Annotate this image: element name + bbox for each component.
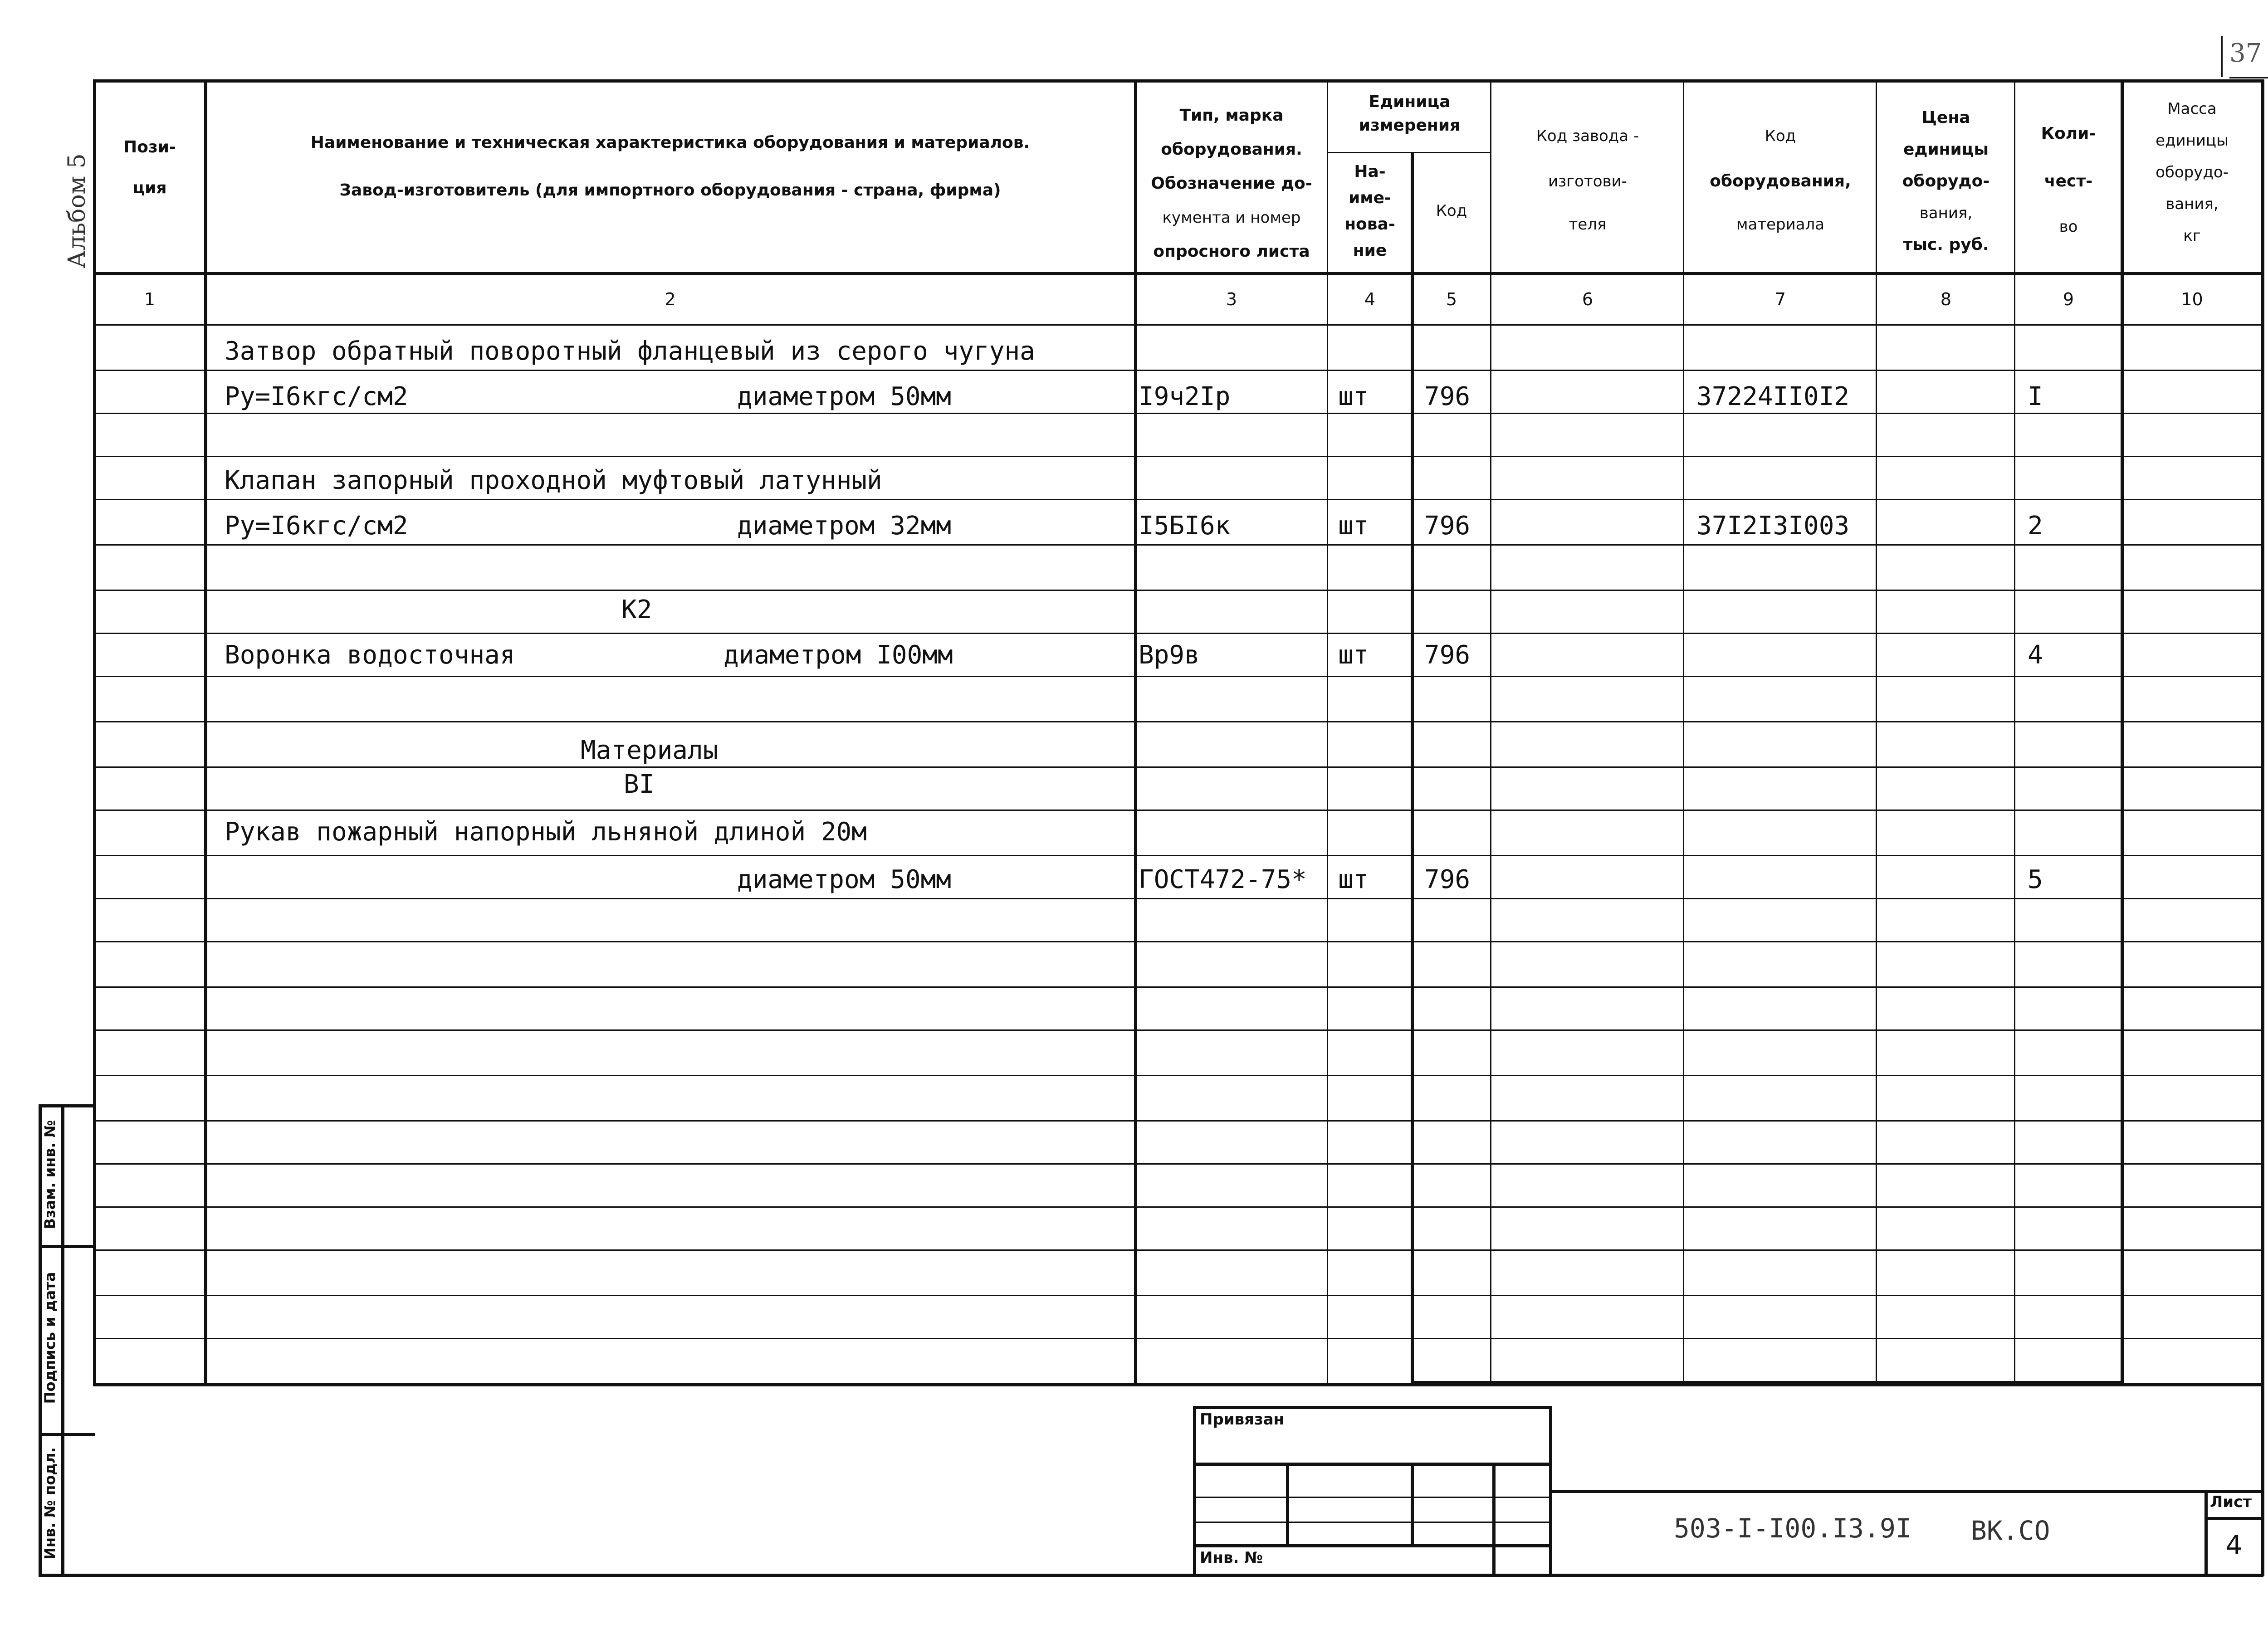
row-name: Клапан запорный проходной муфтовый латунный — [225, 466, 882, 495]
column-number: 8 — [1940, 289, 1952, 309]
table-top-border — [93, 79, 2263, 83]
row-line — [93, 1075, 2263, 1076]
header-mass-5: кг — [2183, 227, 2201, 245]
row-line — [93, 898, 2263, 899]
row-qty: 5 — [2028, 865, 2043, 894]
header-factory-code-3: теля — [1569, 215, 1607, 234]
column-number: 6 — [1582, 289, 1593, 309]
row-unit-code: 796 — [1424, 865, 1471, 894]
row-line — [93, 941, 2263, 942]
row-line — [93, 370, 2263, 371]
row-type: Вр9в — [1139, 640, 1200, 670]
column-number: 9 — [2063, 289, 2074, 309]
row-type: ГОСТ472-75* — [1139, 865, 1307, 894]
header-price-5: тыс. руб. — [1903, 235, 1989, 254]
row-qty: I — [2028, 382, 2043, 411]
stamp-box-top — [1193, 1406, 1551, 1409]
row-name: Рукав пожарный напорный льняной длиной 20м — [225, 817, 867, 847]
header-qty-2: чест- — [2044, 172, 2093, 190]
header-unit-name-4: ние — [1353, 241, 1387, 260]
row-line — [93, 810, 2263, 811]
row-unit: шт — [1338, 382, 1369, 411]
row-line — [93, 986, 2263, 988]
row-equip-code: 37224II0I2 — [1696, 382, 1850, 411]
stamp-privyazan: Привязан — [1200, 1410, 1285, 1429]
header-mass-2: единицы — [2156, 132, 2229, 150]
header-name-line1: Наименование и техническая характеристика оборудования и материалов. — [310, 133, 1030, 152]
table-right-border — [2261, 79, 2264, 1576]
col-line-6 — [1683, 79, 1684, 1385]
row-diameter: диаметром 32мм — [737, 511, 952, 541]
header-unit-code: Код — [1436, 202, 1467, 220]
row-qty: 2 — [2028, 511, 2043, 541]
row-name: Затвор обратный поворотный фланцевый из серого чугуна — [225, 337, 1035, 366]
header-name-line2: Завод-изготовитель (для импортного оборудования - страна, фирма) — [339, 181, 1001, 200]
section-label: К2 — [621, 595, 652, 624]
row-line — [93, 633, 2263, 634]
header-type-1: Тип, марка — [1179, 106, 1284, 125]
column-numbers-bottom-line — [93, 324, 2263, 326]
row-qty: 4 — [2028, 640, 2043, 670]
header-qty-3: во — [2059, 218, 2078, 236]
header-equip-code-3: материала — [1736, 215, 1825, 234]
row-unit-code: 796 — [1424, 511, 1471, 541]
header-type-5: опросного листа — [1153, 242, 1310, 261]
stamp-inv-no: Инв. № — [1200, 1549, 1263, 1567]
doc-mark: ВК.СО — [1971, 1515, 2050, 1546]
header-type-4: кумента и номер — [1162, 209, 1301, 227]
row-unit: шт — [1338, 865, 1369, 894]
col-line-5 — [1490, 79, 1491, 1385]
column-number: 1 — [144, 289, 156, 309]
side-stamp-signature-date: Подпись и дата — [41, 1272, 59, 1404]
header-bottom-line — [93, 272, 2263, 275]
row-line — [93, 413, 2263, 414]
row-line — [93, 1206, 2263, 1208]
column-number: 7 — [1774, 289, 1786, 309]
side-stamp-replace-inv: Взам. инв. № — [41, 1120, 59, 1229]
header-equip-code-1: Код — [1765, 127, 1796, 145]
column-number: 10 — [2181, 289, 2203, 309]
row-name: Ру=I6кгс/см2 — [225, 511, 408, 541]
col-line-8 — [2014, 79, 2015, 1385]
row-line — [93, 1029, 2263, 1031]
section-label: Материалы — [581, 736, 719, 765]
row-line — [93, 1338, 2263, 1339]
header-unit-name-2: име- — [1348, 189, 1391, 207]
col-line-1 — [204, 79, 207, 1385]
header-mass-3: оборудо- — [2156, 163, 2229, 181]
stamp-box-line — [1193, 1522, 1551, 1523]
table-left-border — [93, 79, 96, 1385]
unit-group-divider — [1327, 152, 1490, 153]
col-line-3 — [1327, 79, 1328, 1385]
row-type: I9ч2Iр — [1139, 382, 1231, 411]
row-line — [93, 1249, 2263, 1251]
page-number: 37 — [2229, 39, 2262, 68]
column-number: 4 — [1364, 289, 1376, 309]
header-factory-code-2: изготови- — [1548, 172, 1627, 190]
title-block-top — [1551, 1490, 2263, 1493]
row-equip-code: 37I2I3I003 — [1696, 511, 1850, 541]
header-type-2: оборудования. — [1161, 140, 1302, 159]
header-mass-4: вания, — [2165, 195, 2219, 213]
header-price-2: единицы — [1903, 140, 1989, 159]
header-unit-group-2: измерения — [1359, 116, 1461, 135]
column-number: 5 — [1446, 289, 1457, 309]
row-diameter: диаметром 50мм — [737, 865, 952, 894]
sheet-number: 4 — [2225, 1530, 2243, 1561]
page-number-divider — [2221, 36, 2223, 77]
stamp-box-col — [1286, 1463, 1289, 1544]
row-type: I5БI6к — [1139, 511, 1231, 541]
header-position-1: Пози- — [123, 138, 176, 156]
sheet-label: Лист — [2210, 1493, 2252, 1511]
stamp-box-line — [1193, 1497, 1551, 1498]
col-line-9 — [2121, 79, 2124, 1385]
row-diameter: диаметром 50мм — [737, 382, 952, 411]
header-unit-name-1: На- — [1354, 162, 1386, 181]
row-diameter: диаметром I00мм — [723, 640, 953, 670]
row-line — [93, 544, 2263, 546]
header-price-4: вания, — [1919, 204, 1973, 222]
stamp-box-left — [1193, 1406, 1196, 1576]
row-line — [93, 1163, 2263, 1165]
page-number-underline — [2229, 77, 2268, 78]
col-line-2 — [1134, 79, 1137, 1385]
header-mass-1: Масса — [2167, 100, 2217, 118]
stamp-box-line — [1193, 1544, 1551, 1547]
row-line — [93, 590, 2263, 591]
doc-code: 503-I-I00.I3.9I — [1674, 1513, 1911, 1544]
row-line — [93, 1120, 2263, 1122]
header-price-1: Цена — [1921, 108, 1970, 127]
header-position-2: ция — [132, 179, 167, 197]
row-line — [93, 855, 2263, 856]
header-unit-name-3: нова- — [1344, 215, 1395, 234]
stamp-box-col — [1492, 1463, 1496, 1576]
side-stamp-inv-original: Инв. № подл. — [41, 1447, 59, 1560]
album-label: Альбом 5 — [64, 153, 91, 268]
row-line — [93, 676, 2263, 677]
header-price-3: оборудо- — [1902, 172, 1990, 190]
header-equip-code-2: оборудования, — [1710, 172, 1851, 190]
column-number: 2 — [665, 289, 676, 309]
header-factory-code-1: Код завода - — [1536, 127, 1639, 145]
table-bottom-line — [93, 1383, 2263, 1386]
row-line — [93, 766, 2263, 768]
row-line — [93, 1295, 2263, 1296]
row-line — [93, 721, 2263, 722]
stamp-box-line — [1193, 1463, 1551, 1466]
column-number: 3 — [1226, 289, 1237, 309]
row-unit: шт — [1338, 511, 1369, 541]
section-label: BI — [624, 770, 655, 799]
row-unit: шт — [1338, 640, 1369, 670]
stamp-box-col — [1411, 1463, 1414, 1544]
row-name: Ру=I6кгс/см2 — [225, 382, 408, 411]
row-name: Воронка водосточная — [225, 640, 515, 670]
col-line-7 — [1876, 79, 1877, 1385]
row-line — [93, 456, 2263, 457]
side-stamp-inner — [61, 1104, 64, 1576]
row-unit-code: 796 — [1424, 640, 1471, 670]
header-unit-group-1: Единица — [1369, 93, 1451, 111]
header-qty-1: Коли- — [2041, 124, 2096, 143]
row-unit-code: 796 — [1424, 382, 1471, 411]
sheet-box-divider — [2204, 1517, 2263, 1520]
col-line-4 — [1411, 152, 1414, 1385]
row-line — [93, 499, 2263, 500]
sheet-bottom-border — [39, 1574, 2263, 1577]
header-type-3: Обозначение до- — [1151, 174, 1312, 193]
